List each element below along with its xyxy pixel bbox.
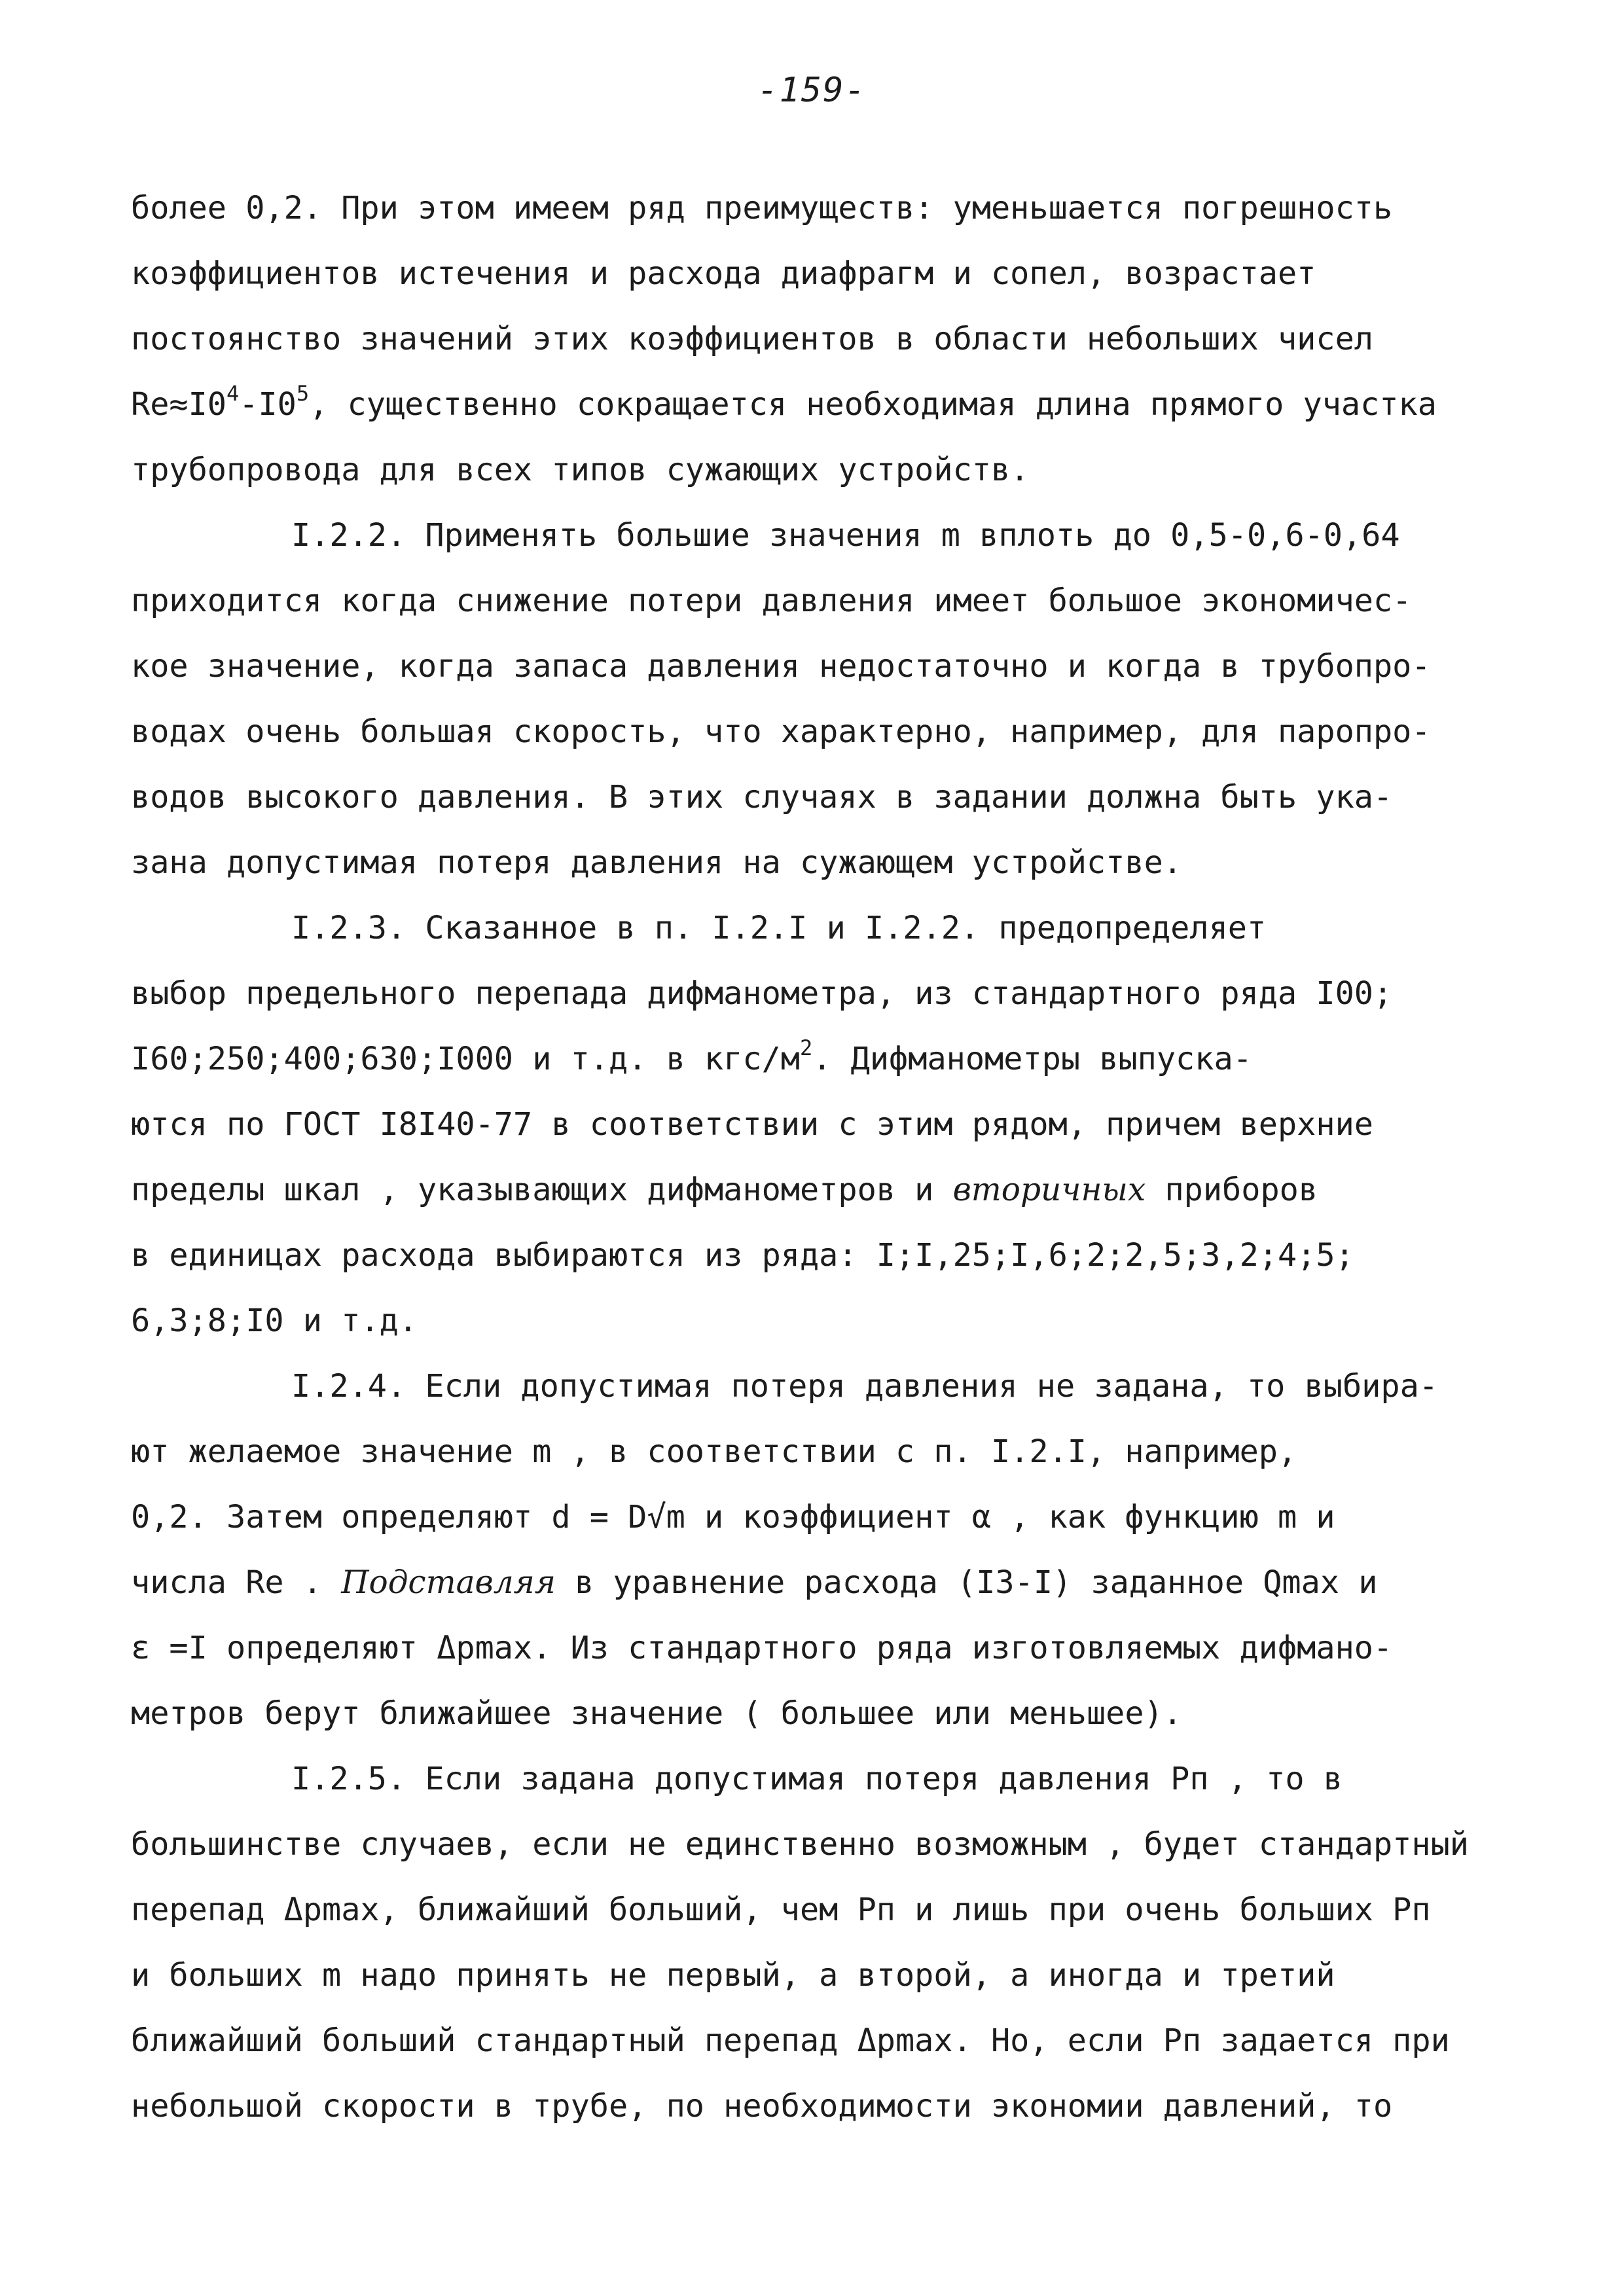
text-line: ются по ГОСТ I8I40-77 в соответствии с этим рядом, причем верхние — [131, 1106, 1373, 1143]
text-fragment: I60;250;400;630;I000 и т.д. в кгс/м — [131, 1041, 800, 1077]
superscript: 2 — [799, 1035, 813, 1060]
text-line: ют желаемое значение m , в соответствии с п. I.2.I, например, — [131, 1433, 1297, 1470]
text-line: зана допустимая потеря давления на сужающем устройстве. — [131, 844, 1182, 881]
text-fragment: числа Re . — [131, 1564, 342, 1601]
text-fragment: , существенно сокращается необходимая длина прямого участка — [309, 386, 1437, 423]
page-number: -159- — [757, 71, 867, 110]
text-line: кое значение, когда запаса давления недостаточно и когда в трубопро- — [131, 648, 1431, 685]
text-fragment: пределы шкал , указывающих дифманометров и — [131, 1172, 953, 1208]
text-line: большинстве случаев, если не единственно возможным , будет стандартный — [131, 1826, 1469, 1863]
text-line: метров берут ближайшее значение ( большее или меньшее). — [131, 1695, 1182, 1732]
text-line: водов высокого давления. В этих случаях в задании должна быть ука- — [131, 779, 1393, 816]
text-line: 0,2. Затем определяют d = D√m и коэффициент α , как функцию m и — [131, 1499, 1335, 1535]
section-heading-line: I.2.3. Сказанное в п. I.2.I и I.2.2. предопределяет — [291, 910, 1267, 946]
text-line: водах очень большая скорость, что характерно, например, для паропро- — [131, 713, 1431, 750]
text-line: ближайший больший стандартный перепад Δpmax. Но, если Pп задается при — [131, 2022, 1450, 2059]
text-line: коэффициентов истечения и расхода диафрагм и сопел, возрастает — [131, 255, 1316, 292]
text-line-units — [131, 1026, 1506, 1092]
text-fragment: -I0 — [239, 386, 297, 423]
text-line-handwritten — [131, 1550, 1506, 1615]
text-line: и больших m надо принять не первый, а второй, а иногда и третий — [131, 1957, 1335, 1994]
text-line: 6,3;8;I0 и т.д. — [131, 1302, 418, 1339]
handwritten-word: Подставляя — [341, 1564, 556, 1601]
text-line: ε =I определяют Δpmax. Из стандартного ряда изготовляемых дифмано- — [131, 1630, 1393, 1666]
text-fragment: приборов — [1146, 1172, 1318, 1208]
text-line: в единицах расхода выбираются из ряда: I;I,25;I,6;2;2,5;3,2;4;5; — [131, 1237, 1354, 1274]
text-line-handwritten — [131, 1157, 1506, 1223]
text-fragment: в уравнение расхода (I3-I) заданное Qmax и — [555, 1564, 1378, 1601]
superscript: 4 — [226, 381, 240, 406]
text-line-formula — [131, 372, 1506, 437]
text-fragment: Re≈I0 — [131, 386, 226, 423]
text-line: перепад Δpmax, ближайший больший, чем Pп и лишь при очень больших Pп — [131, 1892, 1431, 1928]
text-line: более 0,2. При этом имеем ряд преимуществ: уменьшается погрешность — [131, 190, 1393, 226]
body-text — [131, 175, 1506, 2139]
text-line: постоянство значений этих коэффициентов в области небольших чисел — [131, 321, 1373, 357]
text-fragment: . Дифманометры выпуска- — [812, 1041, 1252, 1077]
text-line: трубопровода для всех типов сужающих устройств. — [131, 452, 1030, 488]
text-line: выбор предельного перепада дифманометра, из стандартного ряда I00; — [131, 975, 1393, 1012]
text-line: небольшой скорости в трубе, по необходимости экономии давлений, то — [131, 2088, 1393, 2125]
superscript: 5 — [296, 381, 310, 406]
section-heading-line: I.2.4. Если допустимая потеря давления не задана, то выбира- — [291, 1368, 1438, 1405]
section-heading-line: I.2.2. Применять большие значения m вплоть до 0,5-0,6-0,64 — [291, 517, 1400, 554]
section-heading-line: I.2.5. Если задана допустимая потеря давления Pп , то в — [291, 1761, 1343, 1797]
text-line: приходится когда снижение потери давления имеет большое экономичес- — [131, 583, 1412, 619]
handwritten-word: вторичных — [952, 1172, 1146, 1208]
